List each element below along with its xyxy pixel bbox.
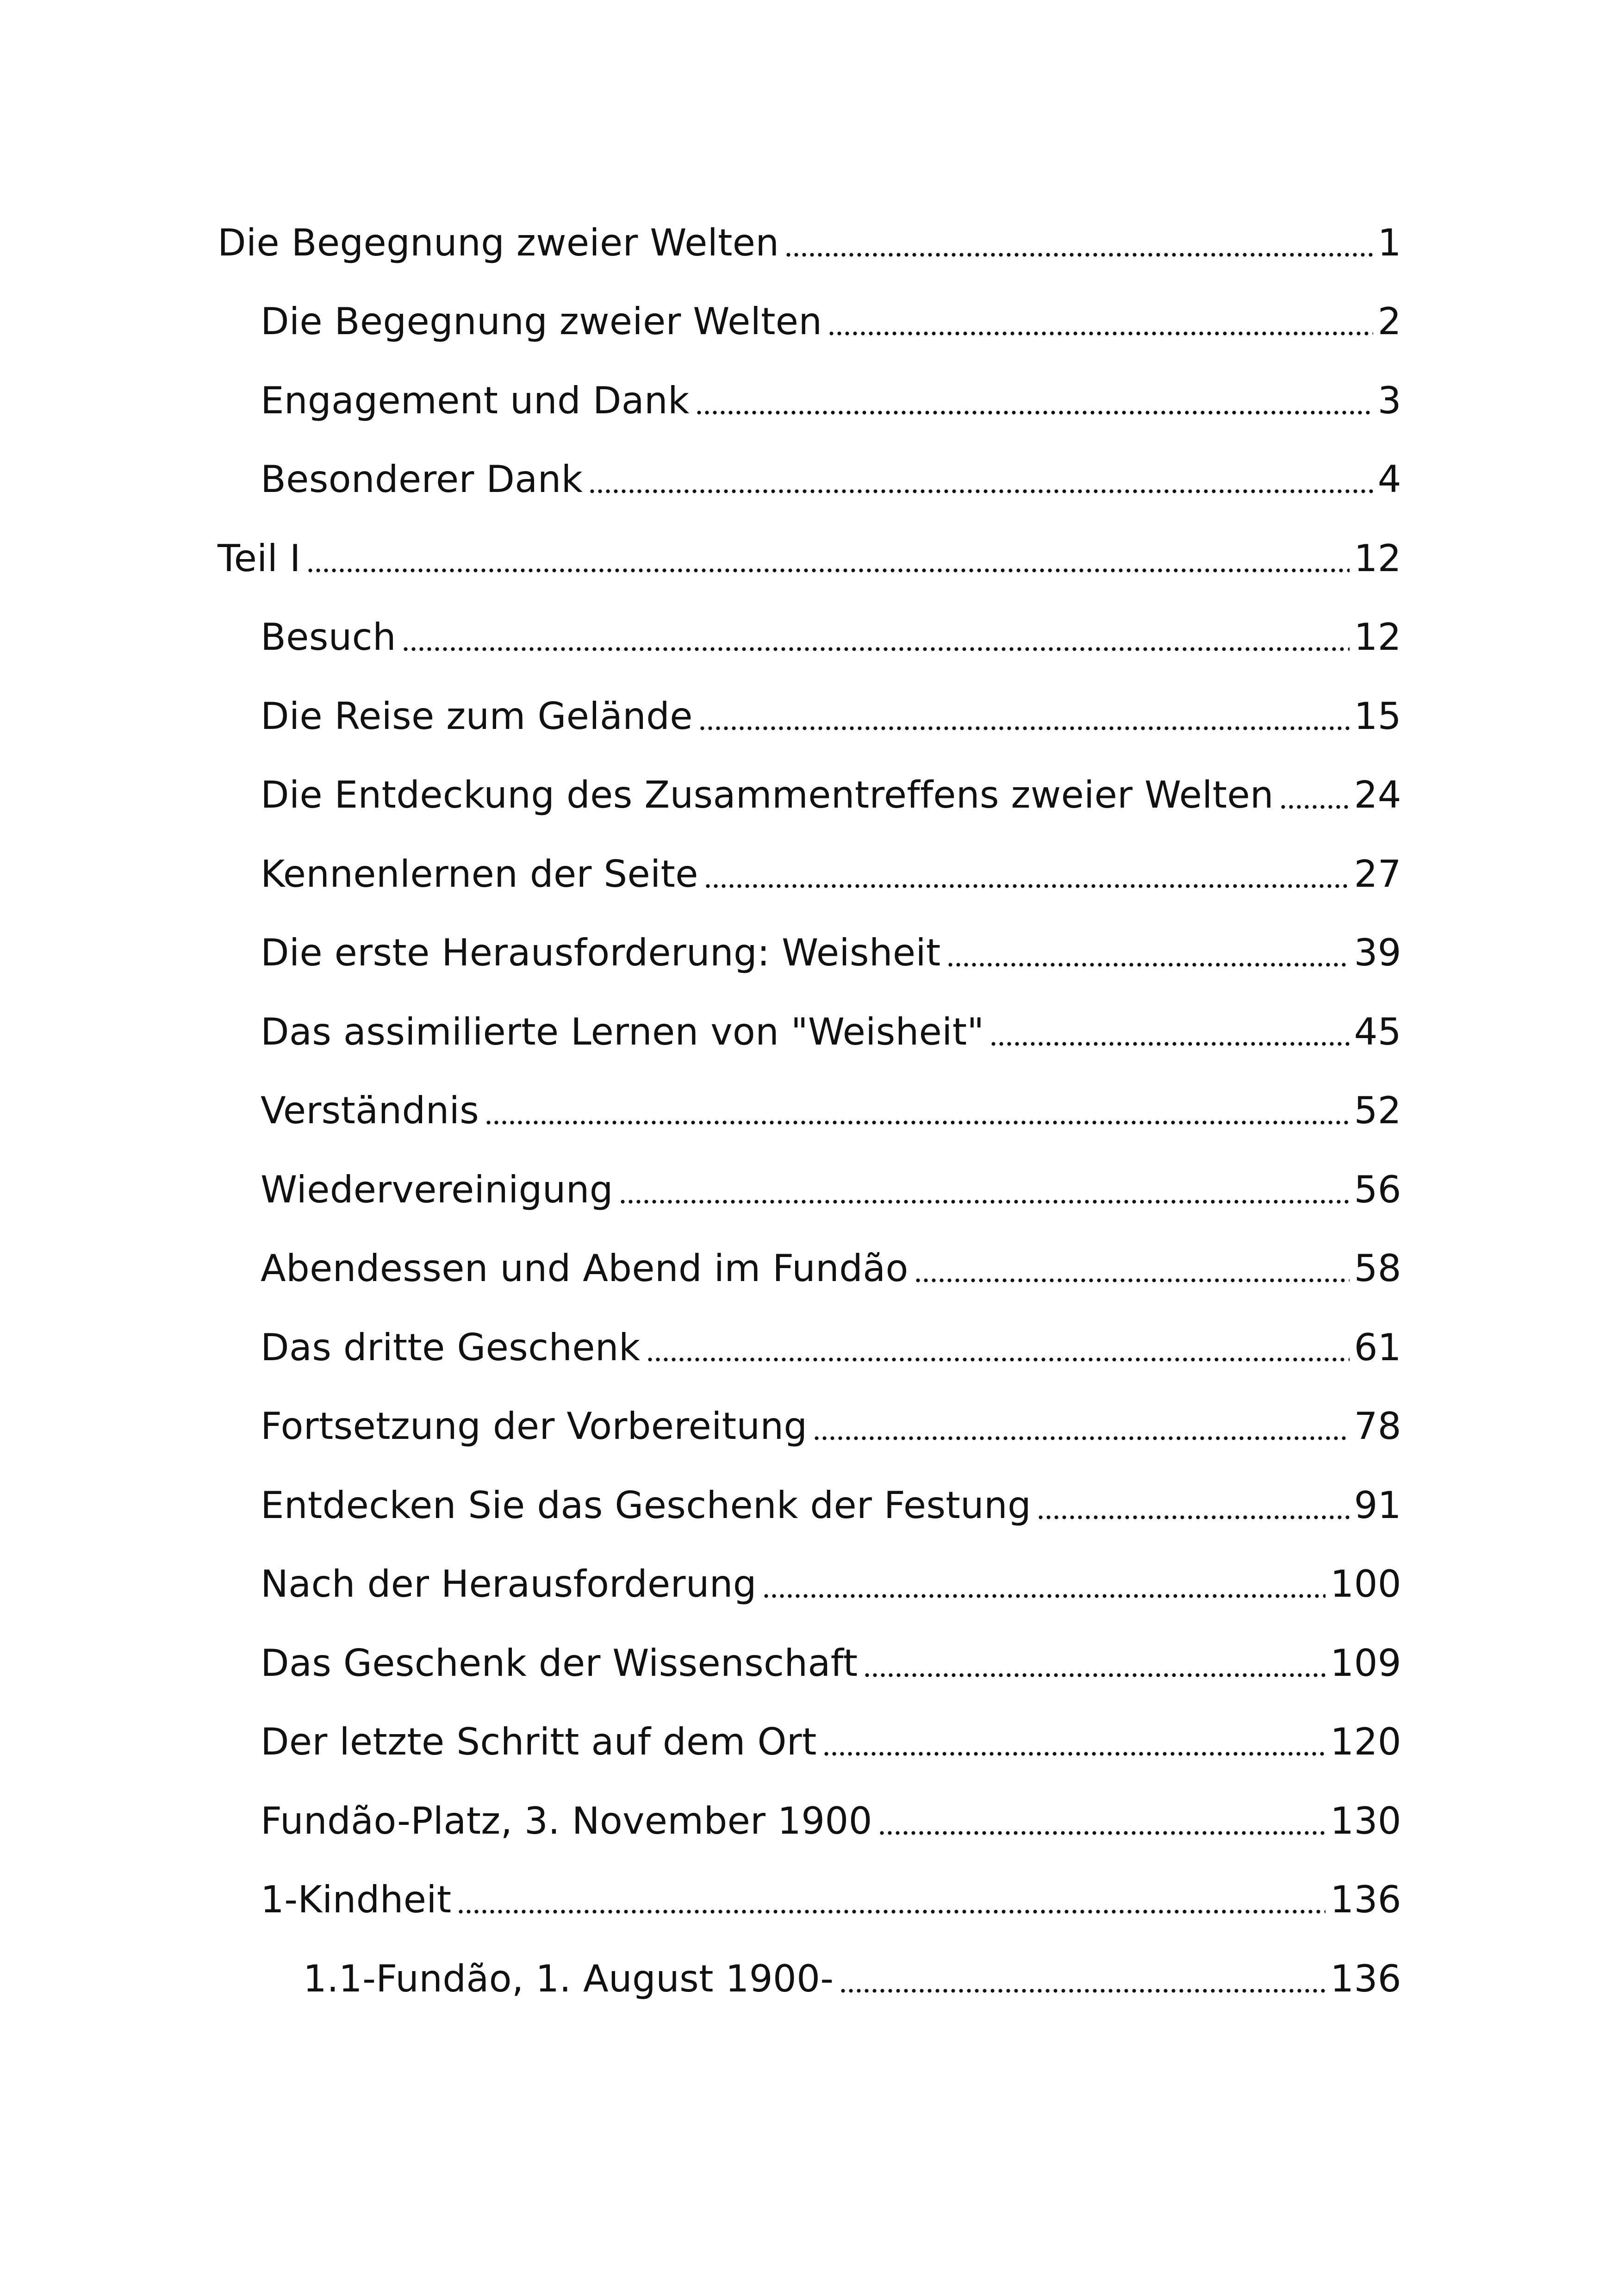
toc-entry-title: Teil I bbox=[218, 537, 301, 580]
dot-leader bbox=[1279, 770, 1350, 809]
dot-leader bbox=[784, 218, 1373, 257]
toc-entry-title: Entdecken Sie das Geschenk der Festung bbox=[261, 1484, 1032, 1527]
toc-entry[interactable] bbox=[261, 1717, 1401, 1767]
toc-entry-page-number: 2 bbox=[1377, 300, 1401, 343]
dot-leader bbox=[306, 533, 1350, 573]
toc-entry[interactable] bbox=[261, 691, 1401, 742]
toc-entry-page-number: 100 bbox=[1330, 1562, 1401, 1605]
dot-leader bbox=[822, 1717, 1326, 1756]
toc-entry[interactable] bbox=[261, 1638, 1401, 1689]
toc-entry-title: Kennenlernen der Seite bbox=[261, 852, 698, 896]
toc-entry-page-number: 12 bbox=[1354, 537, 1401, 580]
toc-entry-page-number: 27 bbox=[1354, 852, 1401, 896]
dot-leader bbox=[1037, 1480, 1350, 1520]
toc-entry-title: 1-Kindheit bbox=[261, 1878, 452, 1921]
toc-entry[interactable] bbox=[261, 770, 1401, 821]
toc-entry-title: Das Geschenk der Wissenschaft bbox=[261, 1642, 858, 1685]
toc-entry[interactable] bbox=[261, 1007, 1401, 1058]
toc-entry-page-number: 52 bbox=[1354, 1089, 1401, 1132]
dot-leader bbox=[588, 454, 1373, 494]
toc-entry[interactable] bbox=[261, 1480, 1401, 1531]
toc-entry[interactable] bbox=[261, 375, 1401, 426]
toc-entry-title: Die erste Herausforderung: Weisheit bbox=[261, 931, 941, 974]
dot-leader bbox=[457, 1874, 1326, 1914]
toc-entry-page-number: 136 bbox=[1330, 1878, 1401, 1921]
toc-entry-page-number: 3 bbox=[1377, 379, 1401, 422]
toc-entry[interactable] bbox=[261, 1796, 1401, 1847]
toc-entry[interactable] bbox=[218, 218, 1401, 268]
toc-entry-page-number: 56 bbox=[1354, 1168, 1401, 1211]
dot-leader bbox=[402, 612, 1350, 652]
toc-entry[interactable] bbox=[261, 296, 1401, 347]
dot-leader bbox=[914, 1243, 1350, 1283]
dot-leader bbox=[878, 1796, 1326, 1836]
dot-leader bbox=[698, 691, 1350, 731]
dot-leader bbox=[704, 849, 1350, 889]
dot-leader bbox=[989, 1007, 1349, 1046]
toc-entry-title: Verständnis bbox=[261, 1089, 479, 1132]
toc-entry-title: Das assimilierte Lernen von "Weisheit" bbox=[261, 1010, 984, 1053]
toc-entry-page-number: 91 bbox=[1354, 1484, 1401, 1527]
toc-entry-title: Fundão-Platz, 3. November 1900 bbox=[261, 1799, 872, 1842]
toc-entry[interactable] bbox=[261, 1874, 1401, 1925]
toc-entry-page-number: 39 bbox=[1354, 931, 1401, 974]
toc-entry-page-number: 58 bbox=[1354, 1247, 1401, 1290]
toc-entry-title: Besuch bbox=[261, 616, 396, 659]
toc-entry[interactable] bbox=[261, 454, 1401, 505]
toc-entry[interactable] bbox=[261, 1243, 1401, 1294]
dot-leader bbox=[828, 296, 1373, 336]
toc-entry-title: Die Begegnung zweier Welten bbox=[218, 221, 779, 264]
toc-entry[interactable] bbox=[261, 1164, 1401, 1215]
dot-leader bbox=[946, 927, 1350, 967]
dot-leader bbox=[695, 375, 1373, 415]
toc-entry[interactable] bbox=[303, 1954, 1401, 2004]
toc-entry-title: Nach der Herausforderung bbox=[261, 1562, 757, 1605]
toc-entry-page-number: 15 bbox=[1354, 695, 1401, 738]
toc-entry-page-number: 109 bbox=[1330, 1642, 1401, 1685]
toc-entry-title: Besonderer Dank bbox=[261, 458, 583, 501]
toc-entry[interactable] bbox=[261, 849, 1401, 900]
toc-entry-page-number: 130 bbox=[1330, 1799, 1401, 1842]
toc-entry-page-number: 1 bbox=[1377, 221, 1401, 264]
dot-leader bbox=[813, 1401, 1349, 1441]
dot-leader bbox=[863, 1638, 1326, 1678]
toc-entry-page-number: 4 bbox=[1377, 458, 1401, 501]
toc-entry[interactable] bbox=[261, 612, 1401, 663]
toc-entry-title: 1.1-Fundão, 1. August 1900- bbox=[303, 1957, 834, 2000]
toc-entry-title: Fortsetzung der Vorbereitung bbox=[261, 1405, 808, 1448]
toc-entry[interactable] bbox=[261, 927, 1401, 978]
dot-leader bbox=[646, 1322, 1350, 1362]
toc-entry[interactable] bbox=[261, 1085, 1401, 1136]
toc-entry-title: Der letzte Schritt auf dem Ort bbox=[261, 1720, 817, 1763]
toc-entry-page-number: 45 bbox=[1354, 1010, 1401, 1053]
toc-entry-title: Wiedervereinigung bbox=[261, 1168, 613, 1211]
toc-entry-page-number: 61 bbox=[1354, 1326, 1401, 1369]
dot-leader bbox=[485, 1085, 1350, 1125]
toc-entry[interactable] bbox=[218, 533, 1401, 584]
toc-entry-title: Die Reise zum Gelände bbox=[261, 695, 693, 738]
toc-entry[interactable] bbox=[261, 1559, 1401, 1610]
dot-leader bbox=[839, 1954, 1326, 1993]
toc-entry-title: Abendessen und Abend im Fundão bbox=[261, 1247, 909, 1290]
toc-entry-page-number: 78 bbox=[1354, 1405, 1401, 1448]
toc-entry-title: Das dritte Geschenk bbox=[261, 1326, 641, 1369]
dot-leader bbox=[762, 1559, 1326, 1599]
toc-entry[interactable] bbox=[261, 1322, 1401, 1373]
toc-entry[interactable] bbox=[261, 1401, 1401, 1452]
dot-leader bbox=[619, 1164, 1350, 1204]
toc-entry-title: Die Entdeckung des Zusammentreffens zweier Welten bbox=[261, 773, 1274, 816]
toc-entry-title: Die Begegnung zweier Welten bbox=[261, 300, 822, 343]
toc-entry-page-number: 12 bbox=[1354, 616, 1401, 659]
toc-entry-page-number: 120 bbox=[1330, 1720, 1401, 1763]
toc-entry-page-number: 136 bbox=[1330, 1957, 1401, 2000]
toc-entry-page-number: 24 bbox=[1354, 773, 1401, 816]
toc-entry-title: Engagement und Dank bbox=[261, 379, 690, 422]
